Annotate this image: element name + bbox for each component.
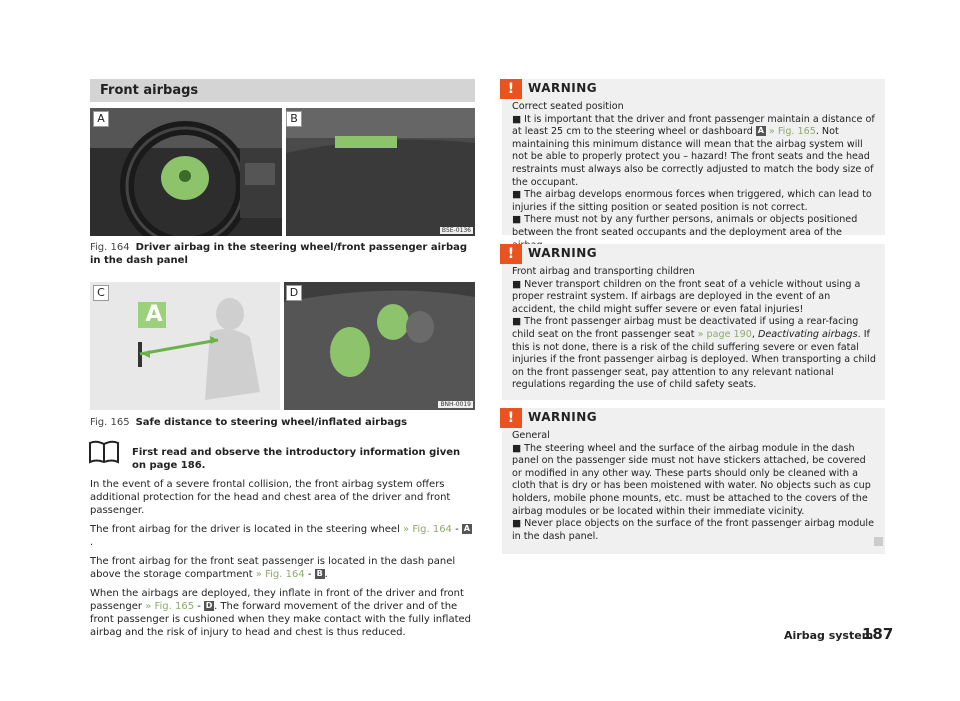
label-a: A [463, 524, 470, 533]
warning-box-2 [502, 244, 885, 400]
body-text [90, 478, 475, 645]
warning-box-3 [502, 408, 885, 554]
warning-icon: ! [500, 79, 522, 99]
figure-code: B5E-0136 [441, 227, 471, 234]
warning-bullet: ■ The steering wheel and the surface of the airbag module in the dash panel on the passenger side must not have stickers attached, be covered or modified in any other way. These parts should only be cleaned with a cloth that is dry or has been moistened with water. No objects such as cup holders, mobile phone mounts, etc. must be attached to the covers of the airbag modules or be located within their immediate vicinity. [512, 442, 871, 517]
warning-icon: ! [500, 408, 522, 428]
footer-section: Airbag system [784, 629, 874, 642]
warning-title: WARNING [528, 410, 598, 424]
book-icon [88, 440, 120, 468]
end-marker [874, 537, 883, 546]
warning-bullet: ■ The airbag develops enormous forces when triggered, which can lead to injuries if the sitting position or seated position is not correct. [512, 189, 872, 213]
warning-bullet: ■ Never place objects on the surface of the front passenger airbag module in the dash panel. [512, 518, 874, 542]
warning-icon: ! [500, 244, 522, 264]
label-d: D [205, 601, 213, 610]
figure-title: Driver airbag in the steering wheel/front passenger airbag in the dash panel [90, 242, 468, 266]
dashboard-illustration [90, 108, 475, 236]
fig-link[interactable]: » Fig. 164 [403, 524, 452, 535]
passenger-airbag-area [335, 136, 397, 148]
figure-165-caption [90, 416, 470, 429]
paragraph-2: The front airbag for the driver is located in the steering wheel » Fig. 164 - A. [90, 524, 470, 548]
panel-label-d: D [286, 285, 302, 301]
warning-title: WARNING [528, 246, 598, 260]
panel-label-a: A [93, 111, 109, 127]
warning-bullet: ■ The front passenger airbag must be deactivated if using a rear-facing child seat on the front passenger seat » page 190, Deactivating airbags. If this is not done, there is a risk of the child suffering severe or even fatal injuries if the front passenger airbag is deployed. When transporting a child on the front passenger seat, pay attention to any relevant national regulations regarding the use of child safety seats. [512, 316, 876, 391]
warning-box-1 [502, 79, 885, 238]
panel-label-b: B [286, 111, 302, 127]
figure-165-image [90, 282, 475, 410]
fig-link[interactable]: » Fig. 164 [255, 569, 305, 580]
paragraph-3: The front airbag for the front seat passenger is located in the dash panel above the storage compartment » Fig. 164 - B . [90, 556, 456, 580]
page-link[interactable]: » page 190 [697, 328, 752, 340]
warning-subtitle: General [512, 430, 550, 441]
panel-label-c: C [93, 285, 109, 301]
figure-code: BNH-0019 [440, 401, 471, 408]
distance-label: A [145, 302, 163, 327]
warning-bullet: ■ Never transport children on the front seat of a vehicle without using a proper restraint system. If airbags are deployed in the event of an accident, the child might suffer severe or even fatal injuries! [512, 278, 861, 315]
fig-link[interactable]: » Fig. 165 [765, 126, 816, 138]
warning-subtitle: Front airbag and transporting children [512, 266, 695, 277]
page-number: 187 [862, 625, 894, 643]
label-b: B [316, 569, 323, 578]
figure-164-caption [90, 241, 470, 267]
warning-bullet: ■ It is important that the driver and front passenger maintain a distance of at least 25 cm to the steering wheel or dashboard A » Fig. 165. Not maintaining this minimum distance will mean that the airbag system will not be able to properly protect you – hazard! The front seats and the head restraints must always also be correctly adjusted to match the body size of the occupant. [512, 113, 875, 188]
paragraph-1: In the event of a severe frontal collision, the front airbag system offers additional protection for the head and chest area of the driver and front passenger. [90, 479, 451, 516]
figure-number: Fig. 164 [90, 242, 130, 253]
figure-title: Safe distance to steering wheel/inflated airbags [135, 417, 408, 428]
warning-subtitle: Correct seated position [512, 101, 624, 112]
warning-title: WARNING [528, 81, 598, 95]
paragraph-4: When the airbags are deployed, they inflate in front of the driver and front passenger » Fig. 165 - D . The forward movement of the driver and of the front passenger is cushioned when they make contact with the fully inflated airbag and the risk of injury to head and chest is thus reduced. [90, 588, 471, 638]
fig-link[interactable]: » Fig. 165 [145, 601, 195, 612]
label-a: A [757, 126, 764, 136]
warning-bullet: ■ There must not by any further persons, animals or objects positioned between the front seated occupants and the deployment area of the [512, 214, 858, 238]
figure-number: Fig. 165 [90, 417, 130, 428]
section-title: Front airbags [90, 79, 475, 102]
figure-164-image [90, 108, 475, 236]
intro-text: First read and observe the introductory information given on page 186. [132, 447, 461, 471]
